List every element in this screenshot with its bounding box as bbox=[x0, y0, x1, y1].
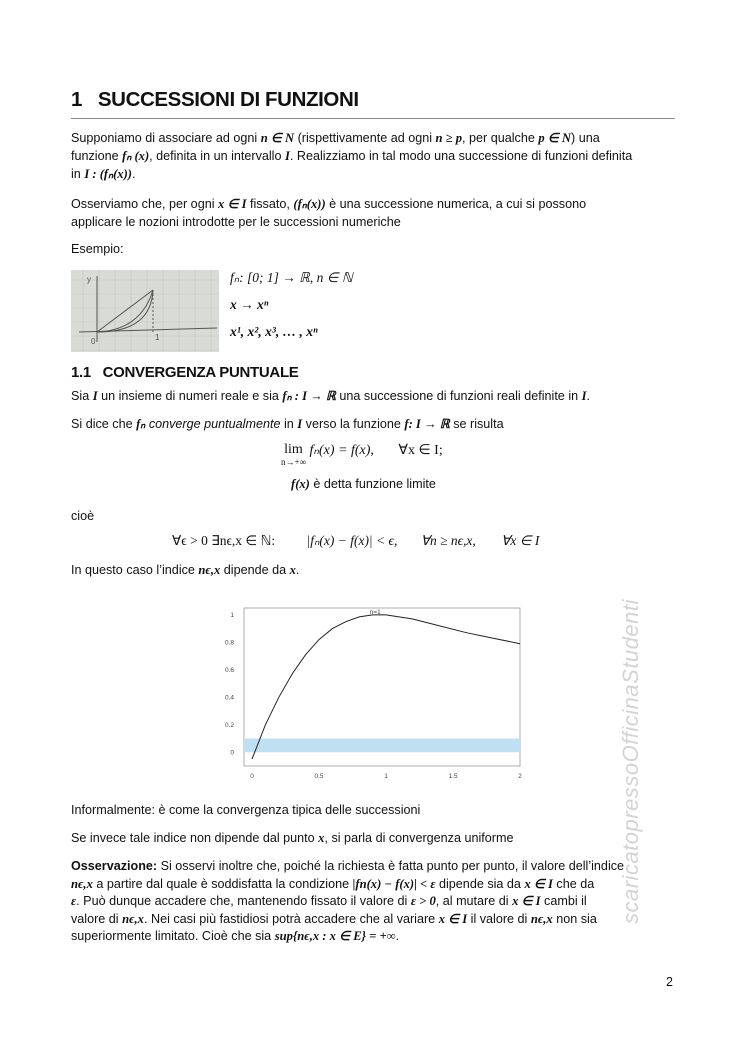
example-map: x → xⁿ bbox=[230, 297, 269, 312]
heading-rule bbox=[71, 118, 675, 119]
sketch-origin-label: 0 bbox=[91, 337, 96, 346]
section-heading: 1 SUCCESSIONI DI FUNZIONI bbox=[71, 88, 359, 111]
paragraph-index: In questo caso l’indice nϵ,x dipende da x. bbox=[71, 563, 300, 577]
limit-function-note: f(x) è detta funzione limite bbox=[291, 477, 436, 491]
limit-equation: lim $^{n\to+\infty}$ fₙ(x) = f(x), ∀x ∈ I; bbox=[281, 442, 443, 467]
observation-paragraph: Osservazione: Si osservi inoltre che, poiché la richiesta è fatta punto per punto, il valore dell’indice nϵ,x a partire dal quale è soddisfatta la condizione |fn(x) − f(x)| < ε dipende sia da x ∈ I che da ε. Può dunque accadere che, mantenendo fissato il valore di ε > 0, al mutare di x ∈ I cambi il valore di nϵ,x. Nei casi più fastidiosi potrà accadere che al variare x ∈ I il valore di nϵ,x non sia superiormente limitato. Cioè che sia sup{nϵ,x : x ∈ E} = +∞. bbox=[71, 859, 625, 944]
sketch-y-label: y bbox=[87, 275, 91, 284]
paragraph-definition: Si dice che fₙ converge puntualmente in I verso la funzione f: I → ℝ se risulta bbox=[71, 417, 504, 431]
x-tick-label: 2 bbox=[518, 773, 522, 780]
intro-paragraph: Supponiamo di associare ad ogni n ∈ N (rispettivamente ad ogni n ≥ p, per qualche p ∈ N) una funzione fₙ (x), definita in un intervallo I. Realizziamo in tal modo una successione di funzioni definita in I : (fₙ(x)). bbox=[71, 131, 633, 181]
y-tick-label: 0.6 bbox=[224, 666, 234, 674]
y-tick-label: 0.4 bbox=[224, 694, 234, 702]
paragraph-informal: Informalmente: è come la convergenza tipica delle successioni bbox=[71, 803, 421, 817]
cioe-label: cioè bbox=[71, 509, 95, 523]
paragraph-uniform: Se invece tale indice non dipende dal punto x, si parla di convergenza uniforme bbox=[71, 831, 514, 845]
observe-paragraph: Osserviamo che, per ogni x ∈ I fissato, (fₙ(x)) è una successione numerica, a cui si possono applicare le nozioni introdotte per le successioni numeriche bbox=[71, 197, 587, 229]
page-number: 2 bbox=[666, 975, 673, 989]
paragraph-sia: Sia I un insieme di numeri reale e sia fₙ : I → ℝ una successione di funzioni reali definite in I. bbox=[71, 389, 591, 403]
example-label: Esempio: bbox=[71, 242, 124, 256]
y-tick-label: 0.2 bbox=[224, 721, 234, 729]
watermark: scaricatopressoOfficinaStudenti bbox=[618, 599, 643, 924]
subsection-heading: 1.1 CONVERGENZA PUNTUALE bbox=[71, 364, 299, 381]
epsilon-band bbox=[244, 739, 520, 753]
chart-annotation: n=1 bbox=[369, 609, 381, 616]
epsilon-definition: ∀ϵ > 0 ∃nϵ,x ∈ ℕ: |fₙ(x) − f(x)| < ϵ, ∀n ≥ nϵ,x, ∀x ∈ I bbox=[172, 533, 540, 548]
example-sequence: x¹, x², x³, … , xⁿ bbox=[230, 324, 318, 339]
y-tick-label: 0 bbox=[230, 749, 234, 757]
y-tick-label: 0.8 bbox=[224, 639, 234, 647]
x-tick-label: 0.5 bbox=[314, 773, 324, 780]
x-tick-label: 1 bbox=[384, 773, 388, 780]
sketch-one-label: 1 bbox=[155, 333, 160, 342]
convergence-chart bbox=[220, 600, 530, 785]
example-function-def: fₙ: [0; 1] → ℝ, n ∈ ℕ bbox=[230, 270, 353, 285]
x-tick-label: 0 bbox=[250, 773, 254, 780]
sketch-image bbox=[71, 270, 219, 352]
x-tick-label: 1.5 bbox=[448, 773, 458, 780]
y-tick-label: 1 bbox=[230, 611, 234, 619]
